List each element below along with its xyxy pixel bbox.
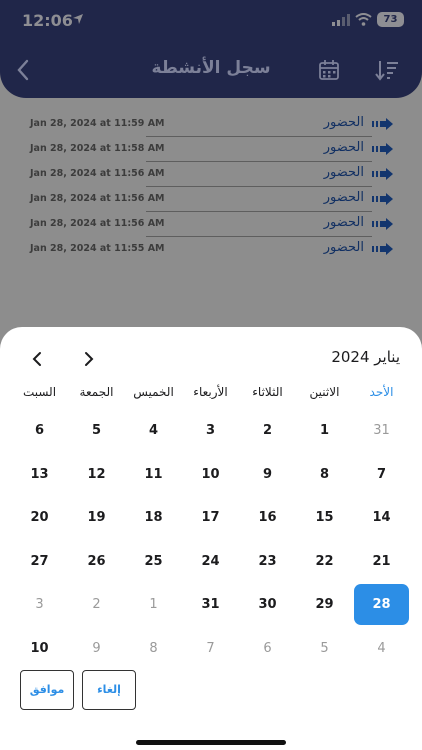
list-item[interactable] — [28, 212, 398, 237]
arrow-right-icon — [372, 217, 394, 231]
day-cell[interactable]: 10 — [201, 466, 220, 482]
day-cell[interactable]: 16 — [258, 510, 277, 526]
day-cell[interactable]: 8 — [319, 466, 330, 482]
day-cell[interactable]: 4 — [148, 423, 159, 438]
day-cell[interactable]: 31 — [201, 597, 220, 613]
weekday-label: الأربعاء — [193, 385, 228, 399]
arrow-right-icon — [372, 242, 394, 256]
day-cell[interactable]: 25 — [144, 553, 163, 569]
arrow-right-icon — [372, 192, 394, 206]
day-cell[interactable]: 2 — [262, 423, 273, 438]
list-item[interactable] — [28, 137, 398, 162]
location-arrow-icon — [72, 13, 84, 25]
ok-button[interactable]: موافق — [20, 670, 74, 710]
activity-date: Jan 28, 2024 at 11:58 AM — [30, 143, 165, 154]
day-cell[interactable]: 20 — [30, 510, 49, 526]
weekday-label: الخميس — [133, 385, 174, 399]
activity-date: Jan 28, 2024 at 11:56 AM — [30, 193, 165, 204]
activity-label: الحضور — [323, 140, 364, 155]
sort-icon[interactable] — [374, 58, 400, 82]
activity-label: الحضور — [323, 240, 364, 255]
back-chevron-icon[interactable] — [12, 56, 34, 84]
day-cell[interactable]: 22 — [315, 553, 334, 569]
day-cell[interactable]: 6 — [34, 423, 45, 438]
chevron-right-icon[interactable] — [80, 349, 98, 369]
activity-label: الحضور — [323, 190, 364, 205]
date-picker-sheet — [0, 327, 422, 750]
day-cell[interactable]: 9 — [92, 641, 101, 656]
day-cell[interactable]: 19 — [87, 510, 106, 526]
signal-icon — [332, 14, 350, 26]
day-cell[interactable]: 23 — [258, 553, 277, 569]
list-item[interactable] — [28, 162, 398, 187]
month-year-title[interactable]: يناير 2024 — [331, 348, 400, 366]
day-cell[interactable]: 4 — [377, 641, 386, 656]
day-cell[interactable]: 30 — [258, 597, 277, 613]
weekday-label: الجمعة — [79, 385, 114, 399]
list-item[interactable] — [28, 187, 398, 212]
day-cell[interactable]: 14 — [372, 510, 391, 526]
status-bar — [0, 0, 422, 42]
activity-date: Jan 28, 2024 at 11:59 AM — [30, 118, 165, 129]
activity-label: الحضور — [323, 215, 364, 230]
arrow-right-icon — [372, 142, 394, 156]
day-cell[interactable]: 13 — [30, 466, 49, 482]
arrow-right-icon — [372, 117, 394, 131]
day-cell[interactable]: 21 — [372, 553, 391, 569]
activity-date: Jan 28, 2024 at 11:56 AM — [30, 218, 165, 229]
arrow-right-icon — [372, 167, 394, 181]
day-cell[interactable]: 17 — [201, 510, 220, 526]
activity-date: Jan 28, 2024 at 11:56 AM — [30, 168, 165, 179]
day-cell[interactable]: 5 — [91, 423, 102, 438]
day-cell-selected[interactable]: 28 — [354, 584, 409, 625]
day-cell[interactable]: 15 — [315, 510, 334, 526]
day-cell[interactable]: 7 — [376, 466, 387, 482]
wifi-icon — [355, 13, 372, 26]
day-cell[interactable]: 3 — [205, 423, 216, 438]
activity-label: الحضور — [323, 115, 364, 130]
cancel-button[interactable]: إلغاء — [82, 670, 136, 710]
day-cell[interactable]: 9 — [262, 466, 273, 482]
app-header — [0, 0, 422, 98]
day-cell[interactable]: 1 — [149, 597, 158, 613]
day-cell[interactable]: 18 — [144, 510, 163, 526]
weekday-label: الثلاثاء — [252, 385, 283, 399]
chevron-left-icon[interactable] — [28, 349, 46, 369]
weekday-label: الاثنين — [309, 385, 340, 399]
day-cell[interactable]: 26 — [87, 553, 106, 569]
day-cell[interactable]: 5 — [320, 641, 329, 656]
day-cell[interactable]: 29 — [315, 597, 334, 613]
day-cell[interactable]: 2 — [92, 597, 101, 613]
day-cell[interactable]: 7 — [206, 641, 215, 656]
day-cell[interactable]: 8 — [149, 641, 158, 656]
day-cell[interactable]: 27 — [30, 553, 49, 569]
day-cell[interactable]: 12 — [87, 466, 106, 482]
battery-icon: 73 — [377, 12, 404, 27]
day-cell[interactable]: 6 — [263, 641, 272, 656]
status-time: 12:06 — [22, 11, 73, 30]
activity-date: Jan 28, 2024 at 11:55 AM — [30, 243, 165, 254]
weekday-label: الأحد — [369, 385, 394, 399]
day-cell[interactable]: 24 — [201, 553, 220, 569]
page-title: سجل الأنشطة — [151, 58, 271, 78]
weekday-header — [12, 385, 410, 405]
activity-list — [28, 112, 398, 262]
calendar-icon[interactable] — [318, 59, 340, 81]
weekday-label: السبت — [22, 385, 57, 399]
day-cell[interactable]: 10 — [30, 641, 49, 656]
day-cell[interactable]: 31 — [373, 423, 390, 438]
home-indicator — [136, 740, 286, 745]
list-item[interactable] — [28, 112, 398, 137]
activity-label: الحضور — [323, 165, 364, 180]
day-cell[interactable]: 11 — [144, 466, 163, 482]
day-cell[interactable]: 1 — [319, 423, 330, 438]
list-item[interactable] — [28, 237, 398, 262]
day-cell[interactable]: 3 — [35, 597, 44, 613]
